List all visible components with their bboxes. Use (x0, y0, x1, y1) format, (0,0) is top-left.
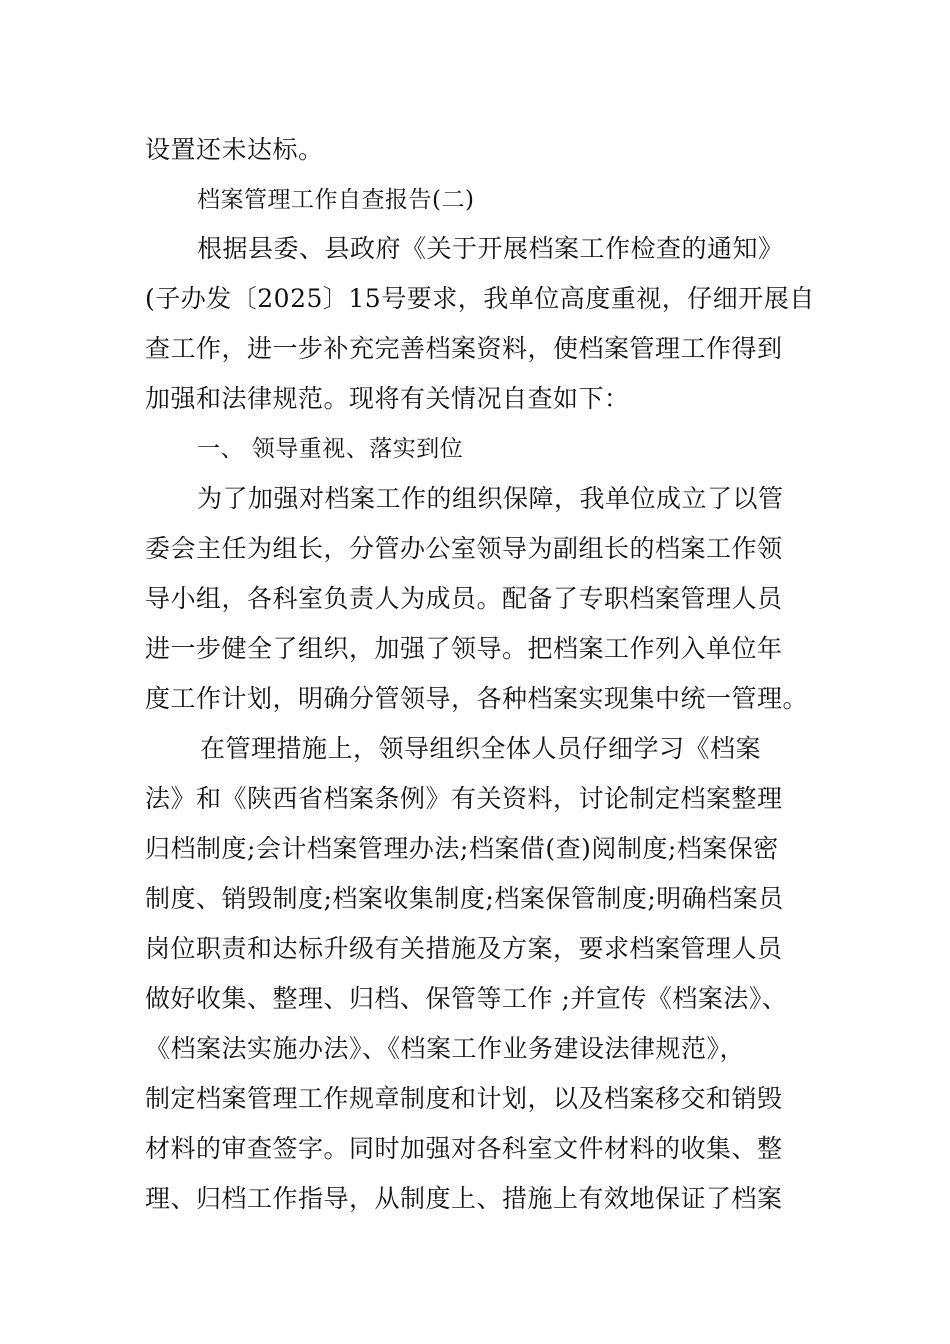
section-heading: 一、 领导重视、落实到位 (197, 436, 464, 462)
text-line: 做好收集、整理、归档、保管等工作 ;并宣传《档案法》、 (145, 984, 788, 1013)
text-line: 材料的审查签字。同时加强对各科室文件材料的收集、整 (145, 1134, 783, 1163)
text-line: 加强和法律规范。现将有关情况自查如下： (145, 384, 630, 413)
text-line: (子办发〔2025〕15号要求，我单位高度重视，仔细开展自 (145, 284, 815, 313)
text-line: 为了加强对档案工作的组织保障，我单位成立了以管 (197, 484, 784, 513)
text-line: 岗位职责和达标升级有关措施及方案，要求档案管理人员 (145, 934, 783, 963)
text-line: 查工作，进一步补充完善档案资料，使档案管理工作得到 (145, 334, 783, 363)
text-line: 归档制度;会计档案管理办法;档案借(查)阅制度;档案保密 (145, 834, 779, 863)
text-line: 委会主任为组长，分管办公室领导为副组长的档案工作领 (145, 534, 783, 563)
section-title: 档案管理工作自查报告(二) (197, 187, 475, 213)
text-line: 《档案法实施办法》、《档案工作业务建设法律规范》， (145, 1034, 746, 1063)
text-line: 设置还未达标。 (145, 135, 324, 164)
text-line: 度工作计划，明确分管领导，各种档案实现集中统一管理。 (145, 684, 809, 713)
text-line: 制度、销毁制度;档案收集制度;档案保管制度;明确档案员 (145, 884, 784, 913)
text-line: 进一步健全了组织，加强了领导。把档案工作列入单位年 (145, 634, 783, 663)
text-line: 理、归档工作指导，从制度上、措施上有效地保证了档案 (145, 1184, 783, 1213)
text-line: 在管理措施上，领导组织全体人员仔细学习《档案 (200, 734, 762, 763)
text-line: 制定档案管理工作规章制度和计划，以及档案移交和销毁 (145, 1084, 783, 1113)
text-line: 导小组，各科室负责人为成员。配备了专职档案管理人员 (145, 584, 783, 613)
text-line: 根据县委、县政府《关于开展档案工作检查的通知》 (197, 234, 784, 263)
text-line: 法》和《陕西省档案条例》有关资料，讨论制定档案整理 (145, 784, 783, 813)
